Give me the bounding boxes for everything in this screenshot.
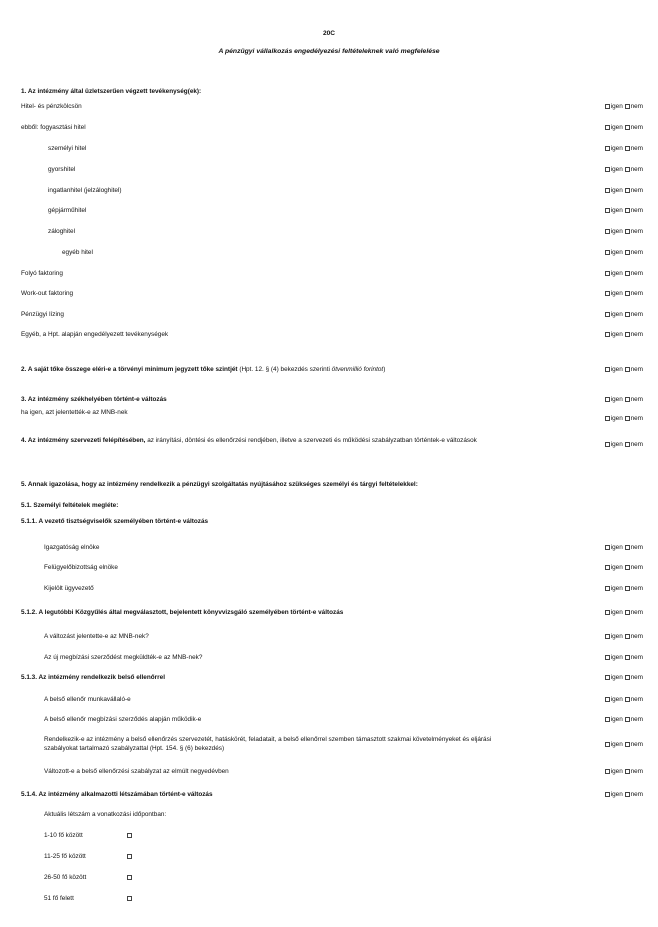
headcount-range-label: 26-50 fő között bbox=[44, 874, 87, 881]
checkbox-yes[interactable] bbox=[605, 167, 610, 172]
headcount-range-checkbox[interactable] bbox=[127, 875, 132, 880]
yes-no-choice[interactable]: igen nem bbox=[605, 609, 643, 616]
checkbox-no[interactable] bbox=[625, 545, 630, 550]
s1-item-label: Egyéb, a Hpt. alapján engedélyezett tevékenységek bbox=[21, 331, 169, 338]
checkbox-yes[interactable] bbox=[605, 250, 610, 255]
yes-no-choice[interactable]: igen nem bbox=[605, 441, 643, 448]
section-4-row bbox=[21, 436, 581, 445]
checkbox-no[interactable] bbox=[625, 697, 630, 702]
yes-no-choice[interactable]: igen nem bbox=[605, 124, 643, 131]
s1-item-label: ebből: fogyasztási hitel bbox=[21, 124, 86, 131]
checkbox-no[interactable] bbox=[625, 271, 630, 276]
yes-no-choice[interactable]: igen nem bbox=[605, 741, 643, 748]
headcount-range-checkbox[interactable] bbox=[127, 896, 132, 901]
checkbox-yes[interactable] bbox=[605, 104, 610, 109]
checkbox-yes[interactable] bbox=[605, 208, 610, 213]
section-5-1-4-heading: 5.1.4. Az intézmény alkalmazotti létszámában történt-e változás bbox=[21, 791, 213, 798]
checkbox-no[interactable] bbox=[625, 229, 630, 234]
checkbox-no[interactable] bbox=[625, 442, 630, 447]
yes-no-choice[interactable]: igen nem bbox=[605, 166, 643, 173]
yes-no-choice[interactable]: igen nem bbox=[605, 654, 643, 661]
s1-item-label: gépjárműhitel bbox=[48, 207, 87, 214]
yes-no-choice[interactable]: igen nem bbox=[605, 716, 643, 723]
s512-item-label: A változást jelentette-e az MNB-nek? bbox=[44, 633, 149, 640]
checkbox-yes[interactable] bbox=[605, 367, 610, 372]
checkbox-no[interactable] bbox=[625, 167, 630, 172]
checkbox-yes[interactable] bbox=[605, 545, 610, 550]
section-3-heading: 3. Az intézmény székhelyében történt-e változás bbox=[21, 396, 167, 403]
section-2-heading: 2. A saját tőke összege eléri-e a törvényi minimum jegyzett tőke szintjét bbox=[21, 366, 238, 373]
checkbox-yes[interactable] bbox=[605, 565, 610, 570]
checkbox-no[interactable] bbox=[625, 208, 630, 213]
checkbox-no[interactable] bbox=[625, 742, 630, 747]
checkbox-no[interactable] bbox=[625, 792, 630, 797]
section-3-sub: ha igen, azt jelentették-e az MNB-nek bbox=[21, 409, 128, 416]
yes-no-choice[interactable]: igen nem bbox=[605, 696, 643, 703]
checkbox-yes[interactable] bbox=[605, 146, 610, 151]
checkbox-yes[interactable] bbox=[605, 634, 610, 639]
checkbox-no[interactable] bbox=[625, 717, 630, 722]
yes-no-choice[interactable]: igen nem bbox=[605, 564, 643, 571]
s1-item-label: személyi hitel bbox=[48, 145, 87, 152]
checkbox-no[interactable] bbox=[625, 586, 630, 591]
yes-no-choice[interactable]: igen nem bbox=[605, 585, 643, 592]
checkbox-no[interactable] bbox=[625, 291, 630, 296]
checkbox-no[interactable] bbox=[625, 125, 630, 130]
checkbox-yes[interactable] bbox=[605, 675, 610, 680]
section-5-1-2-heading: 5.1.2. A legutóbbi Közgyűlés által megválasztott, bejelentett könyvvizsgáló személyében történt-e változás bbox=[21, 609, 344, 616]
yes-no-choice[interactable]: igen nem bbox=[605, 791, 643, 798]
checkbox-yes[interactable] bbox=[605, 397, 610, 402]
checkbox-no[interactable] bbox=[625, 416, 630, 421]
section-2-note-italic: ötvenmillió forintot bbox=[331, 366, 384, 373]
s1-item-label: Folyó faktoring bbox=[21, 270, 63, 277]
checkbox-yes[interactable] bbox=[605, 332, 610, 337]
headcount-range-checkbox[interactable] bbox=[127, 854, 132, 859]
s1-item-label: Hitel- és pénzkölcsön bbox=[21, 103, 82, 110]
yes-no-choice[interactable]: igen nem bbox=[605, 366, 643, 373]
section-5-1-3-heading: 5.1.3. Az intézmény rendelkezik belső ellenőrrel bbox=[21, 674, 165, 681]
yes-no-choice[interactable]: igen nem bbox=[605, 207, 643, 214]
s1-item-label: gyorshitel bbox=[48, 166, 76, 173]
s1-item-label: Pénzügyi lízing bbox=[21, 311, 64, 318]
yes-no-choice[interactable]: igen nem bbox=[605, 228, 643, 235]
checkbox-no[interactable] bbox=[625, 188, 630, 193]
yes-no-choice[interactable]: igen nem bbox=[605, 145, 643, 152]
checkbox-no[interactable] bbox=[625, 565, 630, 570]
checkbox-no[interactable] bbox=[625, 332, 630, 337]
checkbox-no[interactable] bbox=[625, 367, 630, 372]
checkbox-no[interactable] bbox=[625, 675, 630, 680]
yes-no-choice[interactable]: igen nem bbox=[605, 249, 643, 256]
checkbox-yes[interactable] bbox=[605, 312, 610, 317]
s513-item-label: Változott-e a belső ellenőrzési szabályzat az elmúlt negyedévben bbox=[44, 768, 229, 775]
checkbox-yes[interactable] bbox=[605, 792, 610, 797]
s511-item-label: Igazgatóság elnöke bbox=[44, 544, 100, 551]
checkbox-yes[interactable] bbox=[605, 442, 610, 447]
yes-no-choice[interactable]: igen nem bbox=[605, 544, 643, 551]
checkbox-yes[interactable] bbox=[605, 769, 610, 774]
checkbox-yes[interactable] bbox=[605, 610, 610, 615]
checkbox-yes[interactable] bbox=[605, 586, 610, 591]
checkbox-no[interactable] bbox=[625, 312, 630, 317]
yes-no-choice[interactable]: igen nem bbox=[605, 311, 643, 318]
yes-no-choice[interactable]: igen nem bbox=[605, 768, 643, 775]
yes-no-choice[interactable]: igen nem bbox=[605, 270, 643, 277]
checkbox-no[interactable] bbox=[625, 769, 630, 774]
checkbox-yes[interactable] bbox=[605, 229, 610, 234]
s513-item-label: Rendelkezik-e az intézmény a belső ellenőrzés szervezetét, hatáskörét, feladatait, a belső ellenőrrel szemben támasztott szakmai követelményeket és eljárási szabályokat tartalmazó szabályzattal (Hpt. 154. § (6) bekezdés) bbox=[44, 736, 492, 752]
s513-item-label: A belső ellenőr megbízási szerződés alapján működik-e bbox=[44, 716, 202, 723]
section-5-1-1-heading: 5.1.1. A vezető tisztségviselők személyében történt-e változás bbox=[21, 518, 209, 525]
yes-no-choice[interactable]: igen nem bbox=[605, 290, 643, 297]
checkbox-yes[interactable] bbox=[605, 125, 610, 130]
checkbox-no[interactable] bbox=[625, 104, 630, 109]
checkbox-no[interactable] bbox=[625, 610, 630, 615]
checkbox-yes[interactable] bbox=[605, 271, 610, 276]
section-1-heading: 1. Az intézmény által üzletszerűen végzett tevékenység(ek): bbox=[21, 88, 202, 95]
checkbox-no[interactable] bbox=[625, 634, 630, 639]
section-5-1-heading: 5.1. Személyi feltételek megléte: bbox=[21, 502, 119, 509]
yes-no-choice[interactable]: igen nem bbox=[605, 633, 643, 640]
s513-item-label: A belső ellenőr munkavállaló-e bbox=[44, 696, 131, 703]
s511-item-label: Felügyelőbizottság elnöke bbox=[44, 564, 118, 571]
section-2-note: (Hpt. 12. § (4) bekezdés szerinti bbox=[239, 366, 330, 373]
s1-item-label: egyéb hitel bbox=[62, 249, 93, 256]
yes-no-choice[interactable]: igen nem bbox=[605, 674, 643, 681]
checkbox-no[interactable] bbox=[625, 655, 630, 660]
checkbox-yes[interactable] bbox=[605, 655, 610, 660]
yes-no-choice[interactable]: igen nem bbox=[605, 396, 643, 403]
s512-item-label: Az új megbízási szerződést megküldték-e az MNB-nek? bbox=[44, 654, 203, 661]
s1-item-label: Work-out faktoring bbox=[21, 290, 74, 297]
headcount-range-label: 11-25 fő között bbox=[44, 853, 86, 860]
headcount-range-checkbox[interactable] bbox=[127, 833, 132, 838]
section-4-text: az irányítási, döntési és ellenőrzési rendjében, illetve a szervezeti és működési szabályzatban történtek-e változások bbox=[147, 437, 477, 444]
s1-item-label: záloghitel bbox=[48, 228, 76, 235]
section-5-heading: 5. Annak igazolása, hogy az intézmény rendelkezik a pénzügyi szolgáltatás nyújtásához szükséges személyi és tárgyi feltételekkel: bbox=[21, 481, 418, 488]
checkbox-no[interactable] bbox=[625, 250, 630, 255]
section-4-heading: 4. Az intézmény szervezeti felépítésében, bbox=[21, 437, 146, 444]
yes-no-choice[interactable]: igen nem bbox=[605, 415, 643, 422]
checkbox-yes[interactable] bbox=[605, 291, 610, 296]
checkbox-yes[interactable] bbox=[605, 717, 610, 722]
yes-no-choice[interactable]: igen nem bbox=[605, 187, 643, 194]
s1-item-label: ingatlanhitel (jelzáloghitel) bbox=[48, 187, 122, 194]
checkbox-yes[interactable] bbox=[605, 697, 610, 702]
yes-no-choice[interactable]: igen nem bbox=[605, 103, 643, 110]
checkbox-yes[interactable] bbox=[605, 742, 610, 747]
headcount-range-label: 1-10 fő között bbox=[44, 832, 83, 839]
form-code: 20C bbox=[322, 30, 336, 37]
checkbox-yes[interactable] bbox=[605, 416, 610, 421]
section-2-row bbox=[21, 366, 385, 373]
section-5-1-4-sub: Aktuális létszám a vonatkozási időpontban: bbox=[44, 811, 167, 818]
s511-item-label: Kijelölt ügyvezető bbox=[44, 585, 94, 592]
yes-no-choice[interactable]: igen nem bbox=[605, 331, 643, 338]
headcount-range-label: 51 fő felett bbox=[44, 895, 74, 902]
checkbox-yes[interactable] bbox=[605, 188, 610, 193]
checkbox-no[interactable] bbox=[625, 397, 630, 402]
page-title: A pénzügyi vállalkozás engedélyezési feltételeknek való megfelelése bbox=[218, 48, 440, 55]
checkbox-no[interactable] bbox=[625, 146, 630, 151]
section-2-note-end: ) bbox=[383, 366, 386, 373]
